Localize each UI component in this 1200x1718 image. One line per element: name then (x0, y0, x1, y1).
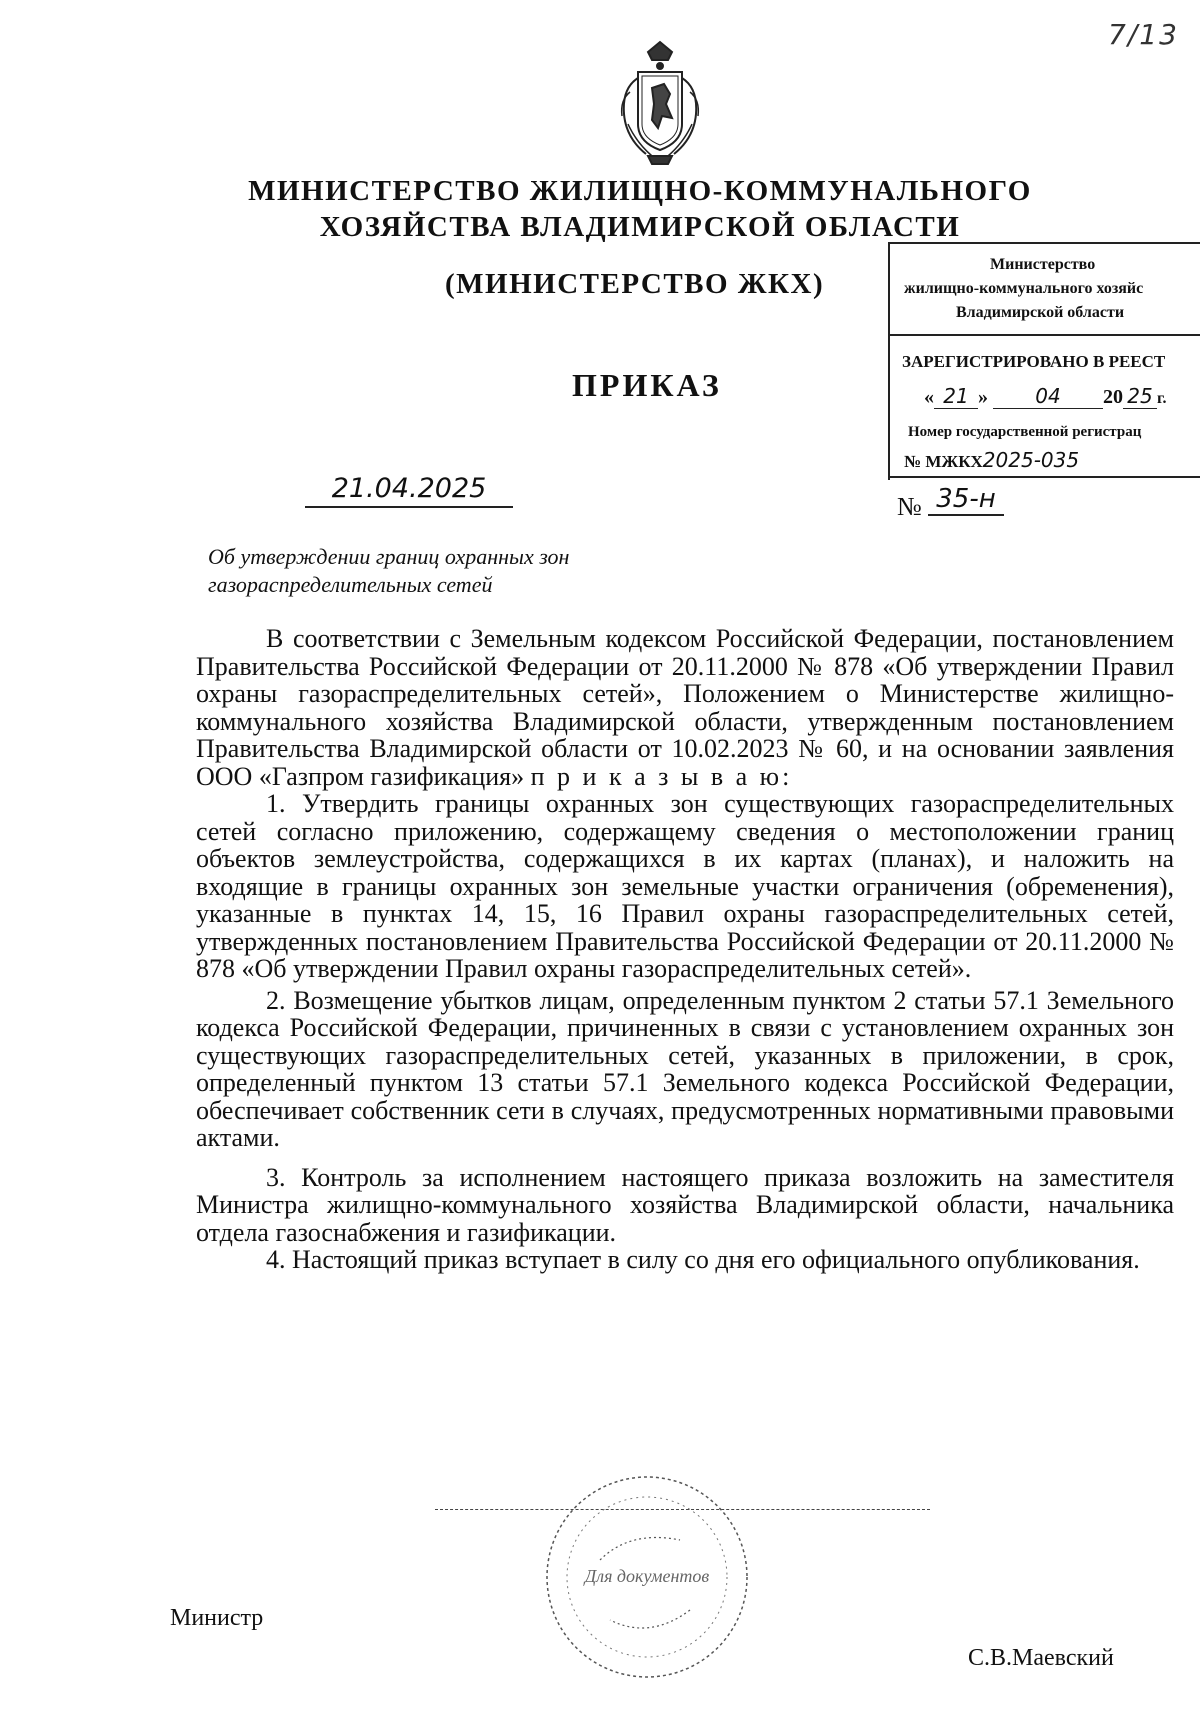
subject-line1: Об утверждении границ охранных зон (208, 544, 570, 569)
seal-text: Для документов (584, 1566, 710, 1586)
item-3: 3. Контроль за исполнением настоящего приказа возложить на заместителя Министра жилищно-коммунального хозяйства Владимирской области, начальника отдела газоснабжения и газификации. (196, 1162, 1174, 1247)
subject-line2: газораспределительных сетей (208, 572, 493, 597)
signatory-title: Министр (170, 1605, 264, 1631)
document-number-label: № (897, 492, 922, 521)
ministry-title-line2: ХОЗЯЙСТВА ВЛАДИМИРСКОЙ ОБЛАСТИ (319, 211, 961, 243)
intro-text: В соответствии с Земельным кодексом Российской Федерации, постановлением Правительства Российской Федерации от 20.11.2000 № 878 «Об утверждении Правил охраны газораспределительных сетей», Положением о Министерстве жилищно-коммунального хозяйства Владимирской области, утвержденным постановлением Правительства Владимирской области от 10.02.2023 № 60, и на основании заявления ООО «Газпром газификация» (196, 624, 1174, 791)
intro-paragraph (196, 625, 1174, 790)
document-date: 21.04.2025 (305, 473, 513, 508)
stamp-reg-month: 04 (993, 384, 1103, 409)
stamp-reg-number-prefix: № МЖКХ (904, 452, 983, 471)
stamp-reg-number-label: Номер государственной регистрац (908, 424, 1142, 440)
stamp-org-line1: Министерство (990, 256, 1096, 273)
ministry-short-name: (МИНИСТЕРСТВО ЖКХ) (445, 268, 825, 300)
stamp-reg-year-prefix: 20 (1103, 386, 1123, 408)
document-subject (208, 543, 628, 599)
stamp-registered: ЗАРЕГИСТРИРОВАНО В РЕЕСТ (902, 352, 1166, 371)
stamp-org-line3: Владимирской области (956, 304, 1125, 321)
stamp-org-line2: жилищно-коммунального хозяйс (904, 280, 1144, 297)
document-type: ПРИКАЗ (572, 367, 722, 403)
stamp-reg-number (904, 448, 1133, 472)
document-number: 35-н (928, 484, 1004, 516)
stamp-reg-number-value: 2025-035 (982, 448, 1080, 472)
stamp-reg-year-unit: г. (1157, 390, 1167, 407)
item-2: 2. Возмещение убытков лицам, определенным пунктом 2 статьи 57.1 Земельного кодекса Российской Федерации, причиненных в связи с установлением охранных зон существующих газораспределительных сетей, указанных в приложении, в срок, определенный пунктом 13 статьи 57.1 Земельного кодекса Российской Федерации, обеспечивает собственник сети в случаях, предусмотренных нормативными правовыми актами. (196, 985, 1174, 1152)
stamp-reg-year-suffix: 25 (1123, 384, 1157, 409)
signatory-name: С.В.Маевский (968, 1645, 1114, 1671)
order-word: п р и к а з ы в а ю: (530, 761, 793, 791)
ministry-title-line1: МИНИСТЕРСТВО ЖИЛИЩНО-КОММУНАЛЬНОГО (248, 175, 1032, 207)
document-body (196, 625, 1174, 1274)
stamp-reg-day: 21 (934, 384, 978, 409)
item-4: 4. Настоящий приказ вступает в силу со дня его официального опубликования. (266, 1245, 1140, 1274)
registration-stamp (888, 242, 1200, 480)
coat-of-arms-icon (608, 38, 712, 170)
handwritten-page-mark: 7/13 (1108, 18, 1179, 51)
round-seal-icon (540, 1470, 755, 1685)
item-1: 1. Утвердить границы охранных зон существующих газораспределительных сетей согласно приложению, содержащему сведения о местоположении границ объектов землеустройства, содержащихся в их картах (планах), и наложить на входящие в границы охранных зон земельные участки ограничения (обременения), указанные в пунктах 14, 15, 16 Правил охраны газораспределительных сетей, утвержденных постановлением Правительства Российской Федерации от 20.11.2000 № 878 «Об утверждении Правил охраны газораспределительных сетей». (196, 789, 1174, 983)
stamp-reg-date: « 21 » 04 20 25 г. (924, 384, 1167, 408)
